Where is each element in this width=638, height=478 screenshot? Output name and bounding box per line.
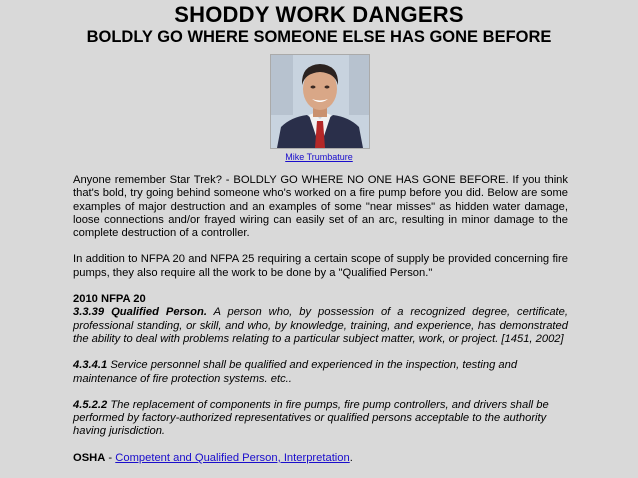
section-text: The replacement of components in fire pumps, fire pump controllers, and drivers shall be performed by factory-authorized representatives or qualified persons acceptable to the authority having jurisdiction. bbox=[73, 398, 549, 438]
section-number: 4.5.2.2 bbox=[73, 398, 108, 411]
intro-paragraph-2: In addition to NFPA 20 and NFPA 25 requiring a certain scope of supply be provided concerning fire pumps, they also require all the work to be done by a "Qualified Person." bbox=[73, 253, 568, 279]
section-number: 3.3.39 Qualified Person. bbox=[73, 306, 207, 319]
nfpa-heading: 2010 NFPA 20 bbox=[73, 293, 146, 306]
intro-paragraph-1: Anyone remember Star Trek? - BOLDLY GO WHERE NO ONE HAS GONE BEFORE. If you think that's bold, try going behind someone who's worked on a fire pump before you did. Below are some examples of major destruction and an examples of some "near misses" as hidden water damage, loose connections and/or frayed wiring can easily set of an arc, resulting in minor damage to the complete destruction of a controller. bbox=[73, 174, 568, 240]
section-number: 4.3.4.1 bbox=[73, 359, 108, 372]
osha-label: OSHA bbox=[73, 451, 106, 464]
photo-caption-link[interactable]: Mike Trumbature bbox=[285, 152, 353, 162]
page-subtitle: BOLDLY GO WHERE SOMEONE ELSE HAS GONE BEFORE bbox=[86, 28, 552, 46]
nfpa-section-4-3-4-1 bbox=[73, 359, 568, 386]
osha-interpretation-link[interactable]: Competent and Qualified Person, Interpretation bbox=[115, 451, 350, 464]
osha-period: . bbox=[349, 451, 353, 464]
osha-separator: - bbox=[105, 451, 116, 464]
photo-caption bbox=[0, 152, 638, 163]
nfpa-section-4-5-2-2 bbox=[73, 399, 568, 439]
nfpa-section-3-3-39 bbox=[73, 306, 568, 346]
section-text: Service personnel shall be qualified and experienced in the inspection, testing and maintenance of fire protection systems. etc.. bbox=[73, 359, 518, 385]
page-title: SHODDY WORK DANGERS bbox=[174, 2, 464, 27]
portrait-image bbox=[271, 55, 369, 148]
section-text: A person who, by possession of a recognized degree, certificate, professional standing, or skill, and who, by knowledge, training, and experience, has demonstrated the ability to deal with problems relating to a particular subject matter, work, or project. [1451, 2002] bbox=[73, 306, 568, 345]
osha-line bbox=[73, 452, 568, 465]
portrait-photo bbox=[270, 54, 370, 149]
article-body bbox=[73, 174, 568, 465]
